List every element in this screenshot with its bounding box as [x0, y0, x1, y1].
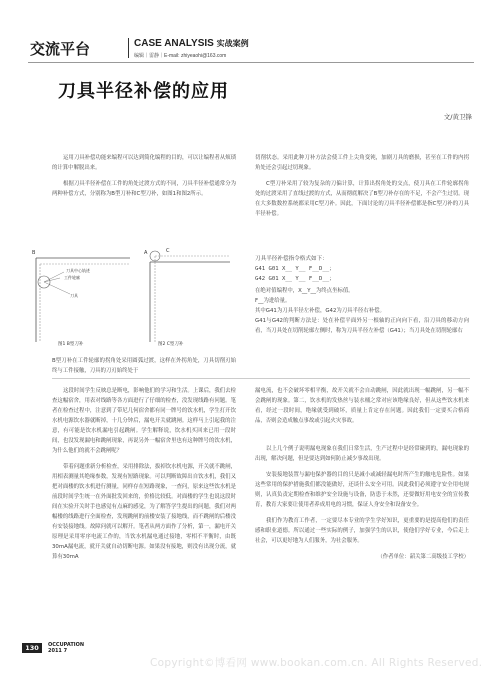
page-number: 130 [22, 643, 42, 653]
magazine-brand [48, 642, 84, 654]
figure-caption-1: 图1 B型刀补 [58, 342, 84, 347]
label-tool: 刀具 [70, 293, 78, 298]
label-c: C [166, 248, 170, 254]
code-note: 在绝对值编程中，X__Y__为终点坐标值。 [255, 288, 354, 294]
paragraph: B型刀补在工件轮廓的拐角处采用圆弧过渡，这样在外拐角处，刀具切削刃始终与工件接触，刀具的刀刃始终处于 [52, 358, 236, 374]
top-right-column [255, 153, 469, 225]
bottom-left-column [52, 386, 236, 568]
code-block [255, 254, 469, 284]
label-a: A [144, 250, 148, 256]
section-separator [52, 378, 470, 379]
paragraph: 带着问题重新分析检查，采用排除法，拔掉饮水机电源，开关就不跳闸，用相表测量其绝缘参数，发现有短路现象。可以判断故障出自饮水机，我们又把对面楼的饮水机进行测量，同样存在短路现象，一查问，原来这些饮水机是前段时间学生统一在外面批发回来的，价格比较低。对面楼的学生也说这段时间在实验开关时手也感觉有点麻的感觉，为了解答学生提出的问题，我们对两幅楼的线路进行全面检查，发现跳闸的前楼安装了接地线，而不跳闸的后楼没有安装接地线。故障问就可以解开。笔者从两方面作了分析，第一，漏电开关原理是采用零序电流工作的，当饮水机漏电通过接地，零相不平衡时，由既30mA漏电流，就开关就自动切断电源。如果没有接地，则没有出现分流，就算有30mA [52, 464, 236, 560]
top-left-column [52, 153, 236, 205]
watermark: Copyright©博看网 www.bookan.com.cn. All Rights Reserved. [150, 657, 483, 669]
paragraph: 运用刀具补偿功能来编程可以达到简化编程的目的，可以让编程者从烦琐的计算中解脱出来。 [52, 155, 236, 171]
bottom-right-column [255, 386, 469, 562]
figure-tool-compensation [30, 242, 234, 344]
code-intro: 刀具半径补偿指令格式如下： [255, 256, 328, 262]
label-workpiece: 工件轮廓 [64, 275, 80, 280]
article-title: 刀具半径补偿的应用 [58, 81, 229, 102]
paragraph: 以上几个例子说明漏电现象在我们日常生活，生产过程中是经常碰到的，漏电现象的出现，解决问题，但是要达到如何防止减少事故出现。 [255, 446, 469, 462]
paragraph: 我们作为教育工作者，一定要尽本专业的学生学好知识，更重要的是提高他们的责任感和职业道德。所以通过一些实际的例子，加强学生的认识，使他们学好专业，今后走上社会，可以更好地为人们服务，为社会服务。 [255, 518, 469, 544]
code-note: F__为进给量。 [255, 298, 291, 304]
section-subtitle-cn: 实战案例 [216, 39, 249, 48]
figure-caption-2: 图2 C型刀补 [158, 342, 184, 347]
article-author: 文/黄卫锋 [443, 113, 472, 121]
brand-name: OCCUPATION [48, 642, 85, 648]
paragraph: 根据刀具半径补偿在工件的角处过渡方式的不同，刀具半径补偿通常分为两种补偿方式，分别称为B型刀补和C型刀补，如图1和图2所示。 [52, 181, 236, 197]
section-title: 交流平台 [30, 40, 91, 58]
header-rule [28, 62, 474, 63]
code-note: 其中G41为刀具半径左补偿，G42为刀具半径右补偿。 [255, 308, 385, 314]
label-tool-path: 刀具中心轨迹 [66, 268, 90, 273]
section-subtitle-en: CASE ANALYSIS [134, 38, 214, 49]
paragraph: 漏电流，也不会破坏零相平衡，故开关就不会自动跳闸，因此就出现一幅跳闸，另一幅不会跳闸的现象。第二，饮水机的发热丝与装水桶之常对应该绝缘良好，但从这些饮水机来看，经过一段时间，绝缘就受到破坏，质量上肯定存在问题。因此我们一定要买合格商品，否则会造成触点事故或引起火灾事故。 [255, 388, 469, 424]
code-note: G41与G42的判断方法是：处在补偿平面外另一根轴的正向向下看，沿刀具的移动方向看，当刀具处在切削轮廓左侧时，称为刀具半径左补偿（G41）；当刀具处在切削轮廓右 [255, 318, 469, 334]
author-affiliation: （作者单位：韶关第二高级技工学校） [377, 554, 469, 560]
section-subtitle [134, 38, 249, 49]
header-divider [128, 38, 129, 58]
code-line: G42 G01 X__ Y__ F__D__； [255, 276, 335, 282]
paragraph: 切削状态。采用此种刀补方法会使工件上尖角变钝，加剧刀具的磨损，甚至在工件的内拐角处还会引起过切现象。 [255, 155, 469, 171]
label-b: B [32, 250, 36, 256]
paragraph: 安装接地装置与漏电保护器的目的只是减小或减轻漏电时所产生的触电危险性。如果这些常用的保护措施我们都没能做好，还谈什么安全可用。因此我们必须遵守安全用电规则，认真负责定期检查和维护安全设施与设备，防患于未然，还要做好用电安全的宣传教育，教育大家要让使用者养成用电的习惯，保证人身安全和设备安全。 [255, 472, 469, 508]
code-notes [255, 286, 469, 336]
figure-diagram [30, 242, 234, 344]
paragraph: 这段时间学生反映总是断电，影响他们的学习和生活。上课后，我们去检查这幅宿舍，用表对线路等各方面进行了仔细的检查，没发现线路有问题。笔者在检查过程中，注意到了带尼几何宿舍都有同一牌号的饮水机，学生打开饮水机电源饮水器就断掉，十几分钟后，漏电开关就跳闸。这样马上引起我的注意，有可能是饮水机漏电引起跳闸。学生解释说，饮水机买回来已用一段时间，也没发现漏电和跳闸现象，再说另外一幅宿舍里也有这种牌号的饮水机，为什么他们的就不会跳闸呢？ [52, 388, 236, 454]
code-line: G41 G01 X__ Y__ F__D__； [255, 266, 335, 272]
paragraph: C型刀补采用了较为复杂的刀偏计算，计算出拐角处的交点，使刀具在工件轮廓拐角处的过渡采用了直线过渡的方式，从而彻底解决了B型刀补存在的不足，不会产生过切。现在大多数数控系统都采用C型刀补。因此，下面讨论的刀具半径补偿都是指C型刀补的刀具半径补偿。 [255, 181, 469, 217]
editor-info: 编辑｜雷静｜E-mail: zhiyeaohi@163.com [134, 53, 227, 59]
issue-date: 2011 7 [48, 648, 68, 654]
